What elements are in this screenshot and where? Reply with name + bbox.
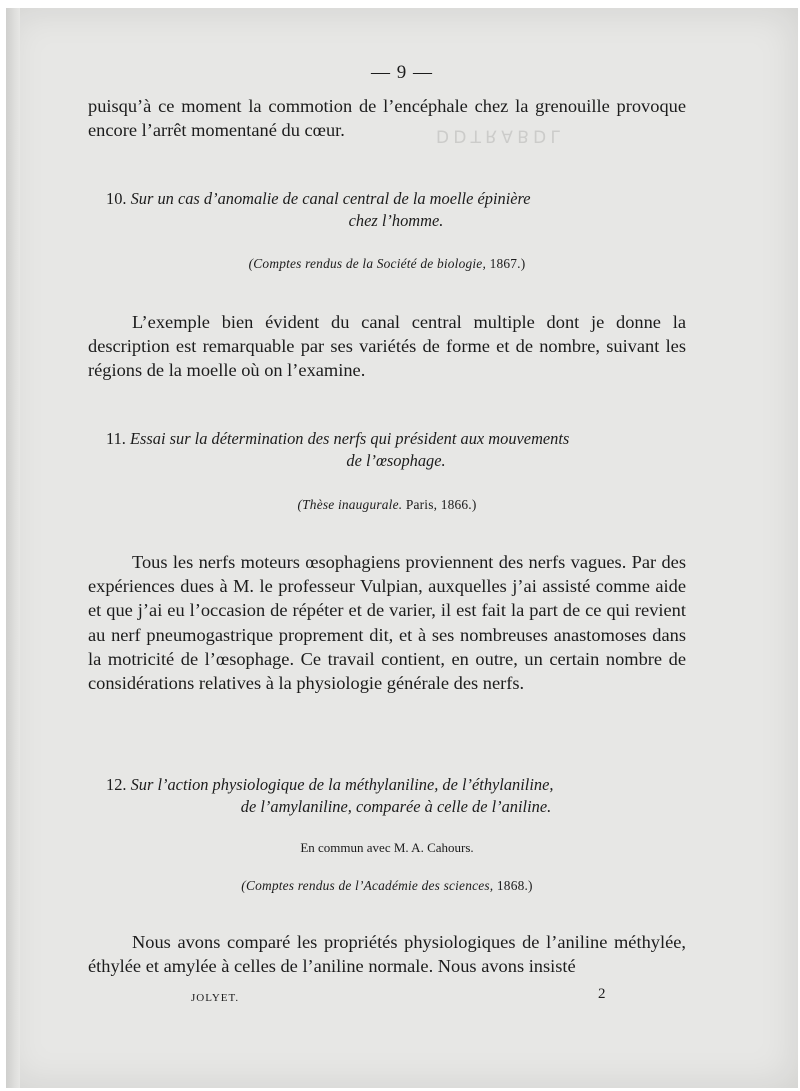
entry-10-title bbox=[106, 188, 686, 232]
entry-10-title-line2: chez l’homme. bbox=[348, 211, 444, 230]
entry-11-reference bbox=[88, 497, 686, 513]
entry-11-title-line2: de l’œsophage. bbox=[346, 451, 446, 470]
entry-12-reference bbox=[88, 878, 686, 894]
document-page bbox=[6, 8, 798, 1088]
entry-10-reference-source: (Comptes rendus de la Société de biologie, bbox=[248, 256, 486, 271]
entry-10-number: 10. bbox=[106, 189, 127, 208]
entry-11-title-line1: Essai sur la détermination des nerfs qui président aux mouvements bbox=[130, 429, 570, 448]
entry-10-paragraph-text: L’exemple bien évident du canal central multiple dont je donne la description est remarquable par ses variétés de forme et de nombre, suivant les régions de la moelle où on l’examine. bbox=[88, 312, 686, 381]
entry-10-title-line1: Sur un cas d’anomalie de canal central de la moelle épinière bbox=[130, 189, 531, 208]
entry-10-reference-year: 1867.) bbox=[489, 256, 526, 271]
entry-12-reference-source: (Comptes rendus de l’Académie des sciences, bbox=[241, 878, 494, 893]
entry-11-reference-source: (Thèse inaugurale. bbox=[297, 497, 403, 512]
entry-11-paragraph-text: Tous les nerfs moteurs œsophagiens proviennent des nerfs vagues. Par des expériences dues à M. le professeur Vulpian, auxquelles j’ai assisté comme aide et que j’ai eu l’occasion de répéter et de varier, il est fait la part de ce qui revient au nerf pneumogastrique proprement dit, et à ses nombreuses anastomoses dans la motricité de l’œsophage. Ce travail contient, en outre, un certain nombre de considérations relatives à la physiologie générale des nerfs. bbox=[88, 552, 686, 694]
entry-10-reference bbox=[88, 256, 686, 272]
intro-paragraph bbox=[88, 94, 686, 142]
entry-11-title bbox=[106, 428, 686, 472]
intro-paragraph-text: puisqu’à ce moment la commotion de l’encéphale chez la grenouille provoque encore l’arrêt momentané du cœur. bbox=[88, 96, 686, 141]
entry-12-title bbox=[106, 774, 686, 818]
bleed-through-text: ꓶ ꓷ ꓭ ꓯ ꓤ ꓕ ꓷ ꓷ bbox=[436, 128, 560, 147]
entry-12-number: 12. bbox=[106, 775, 127, 794]
entry-12-paragraph-text: Nous avons comparé les propriétés physiologiques de l’aniline méthylée, éthylée et amylée à celles de l’aniline normale. Nous avons insisté bbox=[88, 932, 686, 977]
entry-10-paragraph bbox=[88, 310, 686, 383]
page-edge-shadow bbox=[6, 8, 20, 1088]
entry-11-number: 11. bbox=[106, 429, 126, 448]
entry-12-title-line2: de l’amylaniline, comparée à celle de l’aniline. bbox=[240, 797, 552, 816]
entry-11-reference-year: Paris, 1866.) bbox=[405, 497, 477, 512]
entry-12-reference-year: 1868.) bbox=[496, 878, 533, 893]
entry-12-collaboration: En commun avec M. A. Cahours. bbox=[300, 840, 474, 855]
page-number: — 9 — bbox=[371, 62, 433, 83]
entry-11-paragraph bbox=[88, 550, 686, 695]
footer-sheet-number: 2 bbox=[598, 986, 606, 1002]
entry-12-paragraph bbox=[88, 930, 686, 978]
entry-12-title-line1: Sur l’action physiologique de la méthylaniline, de l’éthylaniline, bbox=[130, 775, 554, 794]
footer-signature: JOLYET. bbox=[191, 992, 240, 1004]
